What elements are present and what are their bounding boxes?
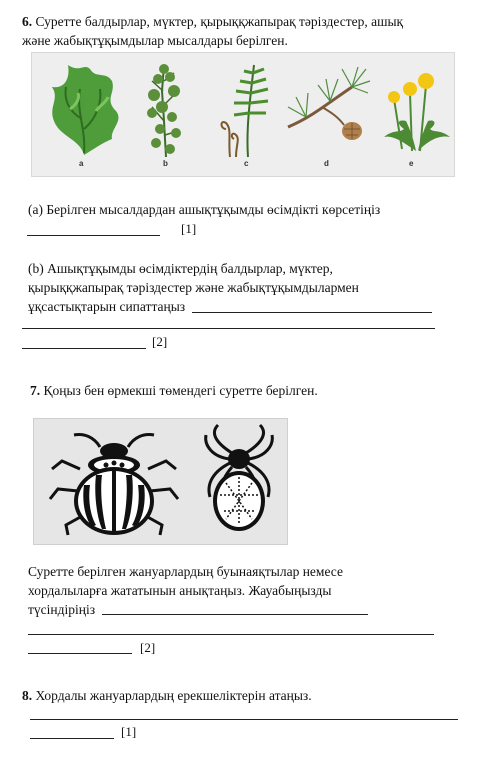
- q7-title: Қоңыз бен өрмекші төмендегі суретте берілген.: [43, 383, 318, 398]
- beetle-icon: [44, 425, 184, 539]
- fern-icon: [216, 59, 272, 159]
- q8-answer-line-1[interactable]: [30, 719, 458, 720]
- q7-heading: [30, 381, 318, 400]
- q6a-mark: [1]: [181, 221, 197, 236]
- q6b-text-line1: (b) Ашықтұқымды өсімдіктердің балдырлар, мүктер,: [28, 261, 333, 276]
- plant-examples-panel: [31, 52, 455, 177]
- q8-heading: [22, 686, 312, 705]
- q6b-text-line3: ұқсастықтарын сипаттаңыз: [28, 299, 186, 314]
- animals-image-panel: [33, 418, 288, 545]
- dandelion-icon: [382, 63, 452, 153]
- q7-answer-line-1[interactable]: [102, 614, 368, 615]
- q7-text-line2: хордалыларға жататынын анықтаңыз. Жауабыңызды: [28, 583, 332, 598]
- plant-label-e: e: [409, 159, 414, 168]
- seaweed-icon: [40, 59, 128, 157]
- spider-icon: [196, 423, 282, 539]
- q8-answer-line-2[interactable]: [30, 738, 114, 739]
- q7-mark: [2]: [140, 640, 156, 655]
- q6-text-line2: және жабықтұқымдылар мысалдары берілген.: [22, 33, 288, 48]
- q7-text-line1: Суретте берілген жануарлардың буынаяқтылар немесе: [28, 564, 343, 579]
- q6-number: 6.: [22, 14, 33, 29]
- q7-answer-line-3[interactable]: [28, 653, 132, 654]
- q6-text-line1: Суретте балдырлар, мүктер, қырыққжапырақ тәріздестер, ашық: [35, 14, 404, 29]
- q6b-mark: [2]: [152, 334, 168, 349]
- q7-text-line3: түсіндіріңіз: [28, 602, 96, 617]
- q6b-answer-line-1[interactable]: [192, 312, 432, 313]
- moss-icon: [140, 61, 190, 159]
- q6a-answer-line[interactable]: [27, 235, 160, 236]
- q8-mark: [1]: [121, 724, 137, 739]
- plant-label-b: b: [163, 159, 168, 168]
- q6-heading: [22, 12, 492, 31]
- pine-branch-icon: [282, 63, 372, 143]
- q7-answer-line-2[interactable]: [28, 634, 434, 635]
- q8-number: 8.: [22, 688, 33, 703]
- q7-number: 7.: [30, 383, 41, 398]
- q6a-text: (а) Берілген мысалдардан ашықтұқымды өсімдікті көрсетіңіз: [28, 202, 381, 217]
- plant-label-c: c: [244, 159, 249, 168]
- q6b-answer-line-3[interactable]: [22, 348, 146, 349]
- q8-text: Хордалы жануарлардың ерекшеліктерін атаңыз.: [35, 688, 312, 703]
- plant-label-d: d: [324, 159, 329, 168]
- q6b-text-line2: қырыққжапырақ тәріздестер және жабықтұқымдылармен: [28, 280, 359, 295]
- q6b-answer-line-2[interactable]: [22, 328, 435, 329]
- plant-label-a: a: [79, 159, 84, 168]
